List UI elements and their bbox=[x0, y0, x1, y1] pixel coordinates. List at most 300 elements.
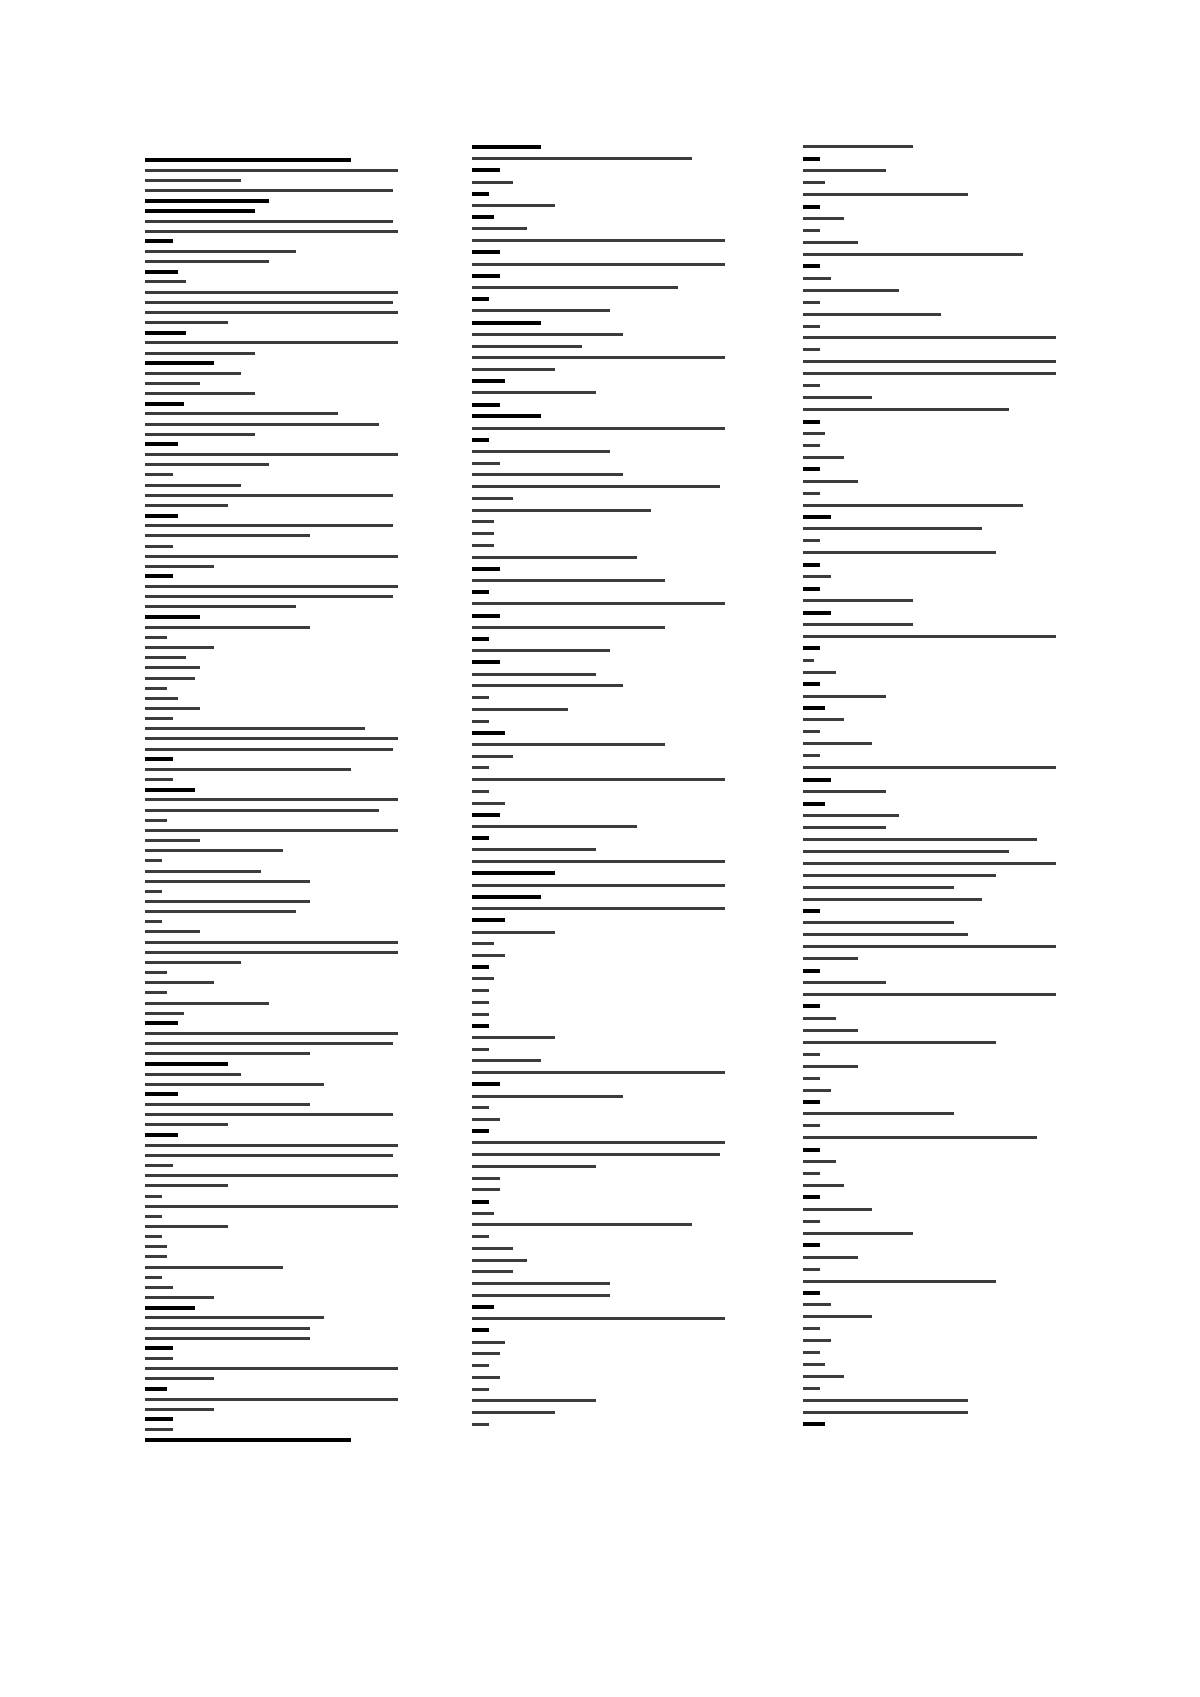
text-line-glyphs bbox=[803, 874, 996, 877]
text-line bbox=[803, 1060, 1078, 1072]
text-line-glyphs bbox=[145, 239, 173, 243]
text-line-glyphs bbox=[803, 850, 1009, 853]
text-line-glyphs bbox=[803, 646, 820, 650]
text-line-glyphs bbox=[472, 871, 555, 875]
text-line bbox=[472, 1254, 747, 1266]
text-line-glyphs bbox=[803, 504, 1023, 507]
text-line bbox=[145, 1343, 420, 1353]
text-line bbox=[472, 1043, 747, 1055]
text-line-glyphs bbox=[472, 1153, 720, 1156]
text-line-glyphs bbox=[145, 687, 167, 690]
text-line bbox=[145, 622, 420, 632]
text-line bbox=[145, 450, 420, 460]
text-line-glyphs bbox=[803, 1339, 831, 1342]
text-line-glyphs bbox=[803, 181, 825, 184]
text-line-glyphs bbox=[803, 313, 941, 316]
text-line-glyphs bbox=[803, 1268, 820, 1271]
text-line-glyphs bbox=[472, 473, 623, 476]
text-line-glyphs bbox=[803, 145, 913, 148]
text-line-glyphs bbox=[803, 408, 1009, 411]
text-line bbox=[472, 434, 747, 446]
text-line bbox=[145, 1272, 420, 1282]
text-line bbox=[145, 592, 420, 602]
text-line bbox=[472, 774, 747, 786]
text-line bbox=[472, 891, 747, 903]
text-line-glyphs bbox=[472, 438, 489, 442]
text-line bbox=[803, 1406, 1078, 1418]
text-line-glyphs bbox=[145, 1123, 228, 1126]
text-line-glyphs bbox=[145, 839, 200, 842]
text-line-glyphs bbox=[145, 656, 186, 659]
text-line bbox=[472, 1371, 747, 1383]
text-line-glyphs bbox=[145, 971, 167, 974]
text-line bbox=[803, 607, 1078, 619]
text-line bbox=[145, 1221, 420, 1231]
text-line bbox=[145, 1059, 420, 1069]
text-line bbox=[803, 953, 1078, 965]
text-line bbox=[803, 1263, 1078, 1275]
text-line-glyphs bbox=[472, 1282, 610, 1285]
text-line bbox=[472, 200, 747, 212]
text-line bbox=[145, 409, 420, 419]
text-line bbox=[803, 1311, 1078, 1323]
text-line bbox=[472, 457, 747, 469]
text-line bbox=[472, 305, 747, 317]
text-line bbox=[145, 785, 420, 795]
text-line-glyphs bbox=[145, 849, 283, 852]
text-line-glyphs bbox=[472, 556, 637, 559]
text-line-glyphs bbox=[472, 520, 494, 523]
text-line bbox=[145, 531, 420, 541]
text-line-glyphs bbox=[803, 467, 820, 471]
text-line-glyphs bbox=[803, 933, 968, 936]
text-line bbox=[803, 1335, 1078, 1347]
text-line bbox=[803, 1108, 1078, 1120]
text-line-glyphs bbox=[145, 1398, 398, 1401]
text-line-glyphs bbox=[145, 1266, 283, 1269]
text-line-glyphs bbox=[803, 360, 1056, 363]
text-line-glyphs bbox=[472, 790, 489, 793]
text-line-glyphs bbox=[145, 1113, 393, 1116]
text-line bbox=[472, 1266, 747, 1278]
text-line-glyphs bbox=[472, 1095, 623, 1098]
text-line-glyphs bbox=[472, 1118, 500, 1121]
text-line bbox=[145, 175, 420, 185]
text-line bbox=[472, 317, 747, 329]
text-line-glyphs bbox=[803, 898, 982, 901]
text-line-glyphs bbox=[472, 918, 505, 922]
text-line bbox=[145, 287, 420, 297]
text-line bbox=[472, 516, 747, 528]
text-line-glyphs bbox=[803, 921, 954, 924]
text-line bbox=[803, 1036, 1078, 1048]
text-line-glyphs bbox=[145, 727, 365, 730]
text-line bbox=[803, 487, 1078, 499]
text-line-glyphs bbox=[145, 220, 393, 223]
text-line bbox=[803, 821, 1078, 833]
text-line-glyphs bbox=[472, 204, 555, 207]
text-line bbox=[472, 821, 747, 833]
text-line bbox=[472, 727, 747, 739]
text-line-glyphs bbox=[145, 737, 398, 740]
text-line bbox=[472, 1102, 747, 1114]
text-line-glyphs bbox=[472, 942, 494, 945]
text-line bbox=[145, 429, 420, 439]
text-line-glyphs bbox=[472, 931, 555, 934]
text-line-glyphs bbox=[472, 813, 500, 817]
text-line bbox=[803, 404, 1078, 416]
text-line-glyphs bbox=[472, 720, 489, 723]
text-line-glyphs bbox=[145, 1296, 214, 1299]
text-line-glyphs bbox=[145, 402, 184, 406]
text-line bbox=[472, 1161, 747, 1173]
text-line bbox=[145, 1039, 420, 1049]
text-line-glyphs bbox=[472, 1376, 500, 1379]
text-line bbox=[803, 1359, 1078, 1371]
text-line bbox=[145, 571, 420, 581]
text-line-glyphs bbox=[145, 748, 393, 751]
text-line bbox=[803, 1120, 1078, 1132]
text-line-glyphs bbox=[145, 453, 398, 456]
text-line-glyphs bbox=[472, 391, 596, 394]
text-line bbox=[803, 213, 1078, 225]
text-line-glyphs bbox=[803, 480, 858, 483]
text-line bbox=[472, 1360, 747, 1372]
text-column-middle bbox=[472, 141, 747, 1430]
text-line bbox=[472, 809, 747, 821]
text-line-glyphs bbox=[145, 555, 398, 558]
text-line bbox=[803, 642, 1078, 654]
text-line bbox=[472, 762, 747, 774]
text-line-glyphs bbox=[803, 1256, 858, 1259]
text-line-glyphs bbox=[472, 708, 568, 711]
text-line-glyphs bbox=[472, 379, 505, 383]
text-line bbox=[472, 621, 747, 633]
text-line bbox=[472, 246, 747, 258]
text-line bbox=[145, 480, 420, 490]
text-line-glyphs bbox=[145, 605, 296, 608]
text-line-glyphs bbox=[803, 193, 968, 196]
text-line-glyphs bbox=[472, 755, 513, 758]
text-line bbox=[803, 762, 1078, 774]
text-line-glyphs bbox=[145, 768, 351, 771]
text-line-glyphs bbox=[472, 356, 725, 359]
text-line bbox=[145, 1181, 420, 1191]
text-line bbox=[803, 1001, 1078, 1013]
text-line bbox=[803, 356, 1078, 368]
text-line-glyphs bbox=[803, 1422, 825, 1426]
text-line-glyphs bbox=[803, 1220, 820, 1223]
text-line-glyphs bbox=[145, 595, 393, 598]
text-line bbox=[803, 523, 1078, 535]
text-line-glyphs bbox=[803, 1041, 996, 1044]
text-line bbox=[145, 165, 420, 175]
text-line bbox=[145, 155, 420, 165]
text-line bbox=[145, 582, 420, 592]
text-line bbox=[803, 630, 1078, 642]
text-column-left bbox=[145, 155, 420, 1445]
text-line-glyphs bbox=[145, 1337, 310, 1340]
text-line bbox=[145, 876, 420, 886]
text-line bbox=[472, 211, 747, 223]
text-line bbox=[803, 571, 1078, 583]
text-line-glyphs bbox=[145, 1225, 228, 1228]
text-line bbox=[472, 938, 747, 950]
text-line-glyphs bbox=[472, 485, 720, 488]
text-line-glyphs bbox=[145, 717, 173, 720]
text-line-glyphs bbox=[472, 427, 725, 430]
text-line bbox=[472, 879, 747, 891]
text-line bbox=[472, 1383, 747, 1395]
text-line-glyphs bbox=[145, 798, 398, 801]
text-line-glyphs bbox=[803, 862, 1056, 865]
text-line bbox=[472, 1184, 747, 1196]
text-line bbox=[803, 654, 1078, 666]
text-line-glyphs bbox=[145, 1245, 167, 1248]
text-line-glyphs bbox=[145, 494, 393, 497]
text-line-glyphs bbox=[145, 158, 351, 162]
text-line-glyphs bbox=[472, 731, 505, 735]
text-line-glyphs bbox=[145, 626, 310, 629]
text-line-glyphs bbox=[145, 534, 310, 537]
text-line bbox=[145, 886, 420, 896]
text-line-glyphs bbox=[803, 348, 820, 351]
text-line bbox=[803, 1096, 1078, 1108]
text-line bbox=[145, 1150, 420, 1160]
text-line bbox=[472, 235, 747, 247]
text-line bbox=[803, 786, 1078, 798]
text-line bbox=[145, 632, 420, 642]
text-line bbox=[803, 1203, 1078, 1215]
text-line-glyphs bbox=[803, 169, 886, 172]
text-line bbox=[472, 1325, 747, 1337]
text-line bbox=[472, 422, 747, 434]
text-line bbox=[472, 282, 747, 294]
text-line bbox=[145, 328, 420, 338]
text-line-glyphs bbox=[145, 697, 178, 700]
text-line bbox=[145, 764, 420, 774]
text-line bbox=[803, 535, 1078, 547]
text-line-glyphs bbox=[472, 649, 610, 652]
text-line-glyphs bbox=[145, 1235, 162, 1238]
text-line bbox=[803, 284, 1078, 296]
text-line-glyphs bbox=[472, 848, 596, 851]
text-line-glyphs bbox=[472, 227, 527, 230]
text-line-glyphs bbox=[145, 230, 398, 233]
text-line bbox=[145, 297, 420, 307]
text-line-glyphs bbox=[472, 614, 500, 618]
text-line bbox=[145, 318, 420, 328]
text-line-glyphs bbox=[472, 1411, 555, 1414]
text-line-glyphs bbox=[472, 895, 541, 899]
text-line-glyphs bbox=[472, 321, 541, 325]
text-line bbox=[472, 153, 747, 165]
text-line-glyphs bbox=[803, 1363, 825, 1366]
text-line-glyphs bbox=[145, 1092, 178, 1096]
text-line-glyphs bbox=[803, 575, 831, 578]
text-line bbox=[803, 1239, 1078, 1251]
text-line bbox=[145, 734, 420, 744]
text-line bbox=[472, 258, 747, 270]
text-line bbox=[803, 332, 1078, 344]
text-line-glyphs bbox=[145, 423, 379, 426]
text-line bbox=[472, 1032, 747, 1044]
text-line-glyphs bbox=[472, 965, 489, 969]
text-line-glyphs bbox=[803, 301, 820, 304]
text-line-glyphs bbox=[472, 1364, 489, 1367]
text-line-glyphs bbox=[803, 671, 836, 674]
text-line-glyphs bbox=[145, 260, 269, 263]
text-line bbox=[472, 985, 747, 997]
text-line-glyphs bbox=[472, 567, 500, 571]
text-line-glyphs bbox=[145, 1164, 173, 1167]
text-line bbox=[145, 957, 420, 967]
text-line bbox=[145, 653, 420, 663]
text-line bbox=[145, 643, 420, 653]
text-line bbox=[145, 815, 420, 825]
text-line-glyphs bbox=[145, 1032, 398, 1035]
text-line-glyphs bbox=[803, 695, 886, 698]
text-line-glyphs bbox=[145, 280, 186, 283]
text-line-glyphs bbox=[145, 757, 173, 761]
text-line-glyphs bbox=[472, 1024, 489, 1028]
text-line-glyphs bbox=[472, 274, 500, 278]
text-line bbox=[803, 666, 1078, 678]
text-line bbox=[145, 1049, 420, 1059]
text-line-glyphs bbox=[803, 1387, 820, 1390]
text-line-glyphs bbox=[145, 1133, 178, 1137]
text-line-glyphs bbox=[803, 969, 820, 973]
text-line bbox=[145, 907, 420, 917]
text-line bbox=[803, 798, 1078, 810]
text-line bbox=[472, 352, 747, 364]
text-line-glyphs bbox=[803, 1029, 858, 1032]
text-line-glyphs bbox=[472, 1247, 513, 1250]
text-line bbox=[145, 1018, 420, 1028]
text-line-glyphs bbox=[145, 930, 200, 933]
text-line-glyphs bbox=[803, 1053, 820, 1056]
text-line bbox=[803, 439, 1078, 451]
text-line bbox=[145, 947, 420, 957]
text-line bbox=[145, 358, 420, 368]
text-line-glyphs bbox=[145, 829, 398, 832]
text-line bbox=[145, 775, 420, 785]
text-line-glyphs bbox=[145, 1215, 162, 1218]
text-line bbox=[472, 598, 747, 610]
text-line bbox=[145, 439, 420, 449]
text-line bbox=[472, 1418, 747, 1430]
text-line bbox=[145, 1100, 420, 1110]
text-line bbox=[803, 989, 1078, 1001]
text-line bbox=[472, 293, 747, 305]
text-line-glyphs bbox=[472, 263, 725, 266]
text-line-glyphs bbox=[145, 666, 200, 669]
text-line-glyphs bbox=[472, 907, 725, 910]
text-line-glyphs bbox=[145, 991, 167, 994]
text-line-glyphs bbox=[472, 954, 505, 957]
text-line-glyphs bbox=[803, 444, 820, 447]
text-line-glyphs bbox=[145, 1154, 393, 1157]
text-line-glyphs bbox=[803, 336, 1056, 339]
text-line-glyphs bbox=[472, 414, 541, 418]
text-line-glyphs bbox=[803, 515, 831, 519]
text-line-glyphs bbox=[145, 382, 200, 385]
text-line-glyphs bbox=[803, 241, 858, 244]
text-line bbox=[803, 392, 1078, 404]
text-line-glyphs bbox=[145, 524, 393, 527]
text-line bbox=[145, 1160, 420, 1170]
text-line-glyphs bbox=[145, 961, 241, 964]
text-line bbox=[472, 1278, 747, 1290]
text-line-glyphs bbox=[803, 1291, 820, 1295]
text-line bbox=[472, 551, 747, 563]
text-line bbox=[145, 1242, 420, 1252]
text-line bbox=[145, 510, 420, 520]
text-line-glyphs bbox=[472, 1106, 489, 1109]
text-line-glyphs bbox=[472, 333, 623, 336]
text-line-glyphs bbox=[803, 587, 820, 591]
text-line bbox=[803, 702, 1078, 714]
text-line-glyphs bbox=[472, 1177, 500, 1180]
text-line bbox=[145, 998, 420, 1008]
text-line bbox=[472, 1301, 747, 1313]
text-line bbox=[145, 521, 420, 531]
text-line-glyphs bbox=[472, 802, 505, 805]
text-line-glyphs bbox=[145, 463, 269, 466]
text-line bbox=[145, 835, 420, 845]
text-line-glyphs bbox=[803, 1195, 820, 1199]
text-line bbox=[803, 690, 1078, 702]
text-line-glyphs bbox=[145, 778, 173, 781]
text-line-glyphs bbox=[803, 1280, 996, 1283]
text-line-glyphs bbox=[145, 1327, 310, 1330]
text-line-glyphs bbox=[803, 264, 820, 268]
text-line-glyphs bbox=[145, 1428, 173, 1431]
text-line bbox=[803, 201, 1078, 213]
text-line bbox=[472, 868, 747, 880]
text-line-glyphs bbox=[145, 361, 214, 365]
text-line-glyphs bbox=[472, 836, 489, 840]
text-line bbox=[803, 941, 1078, 953]
text-line-glyphs bbox=[145, 473, 173, 476]
text-line bbox=[803, 893, 1078, 905]
text-line-glyphs bbox=[145, 209, 255, 213]
text-line-glyphs bbox=[145, 545, 173, 548]
text-line-glyphs bbox=[472, 497, 513, 500]
text-line-glyphs bbox=[803, 325, 820, 328]
text-line-glyphs bbox=[472, 825, 637, 828]
text-line bbox=[145, 795, 420, 805]
text-line-glyphs bbox=[145, 1174, 398, 1177]
text-line bbox=[145, 1191, 420, 1201]
text-line-glyphs bbox=[472, 462, 500, 465]
text-line bbox=[803, 1275, 1078, 1287]
text-line-glyphs bbox=[803, 217, 844, 220]
text-line bbox=[145, 978, 420, 988]
text-line-glyphs bbox=[803, 432, 825, 435]
text-line-glyphs bbox=[803, 1232, 913, 1235]
text-line-glyphs bbox=[472, 450, 610, 453]
text-line bbox=[472, 914, 747, 926]
text-line bbox=[472, 668, 747, 680]
text-line bbox=[803, 320, 1078, 332]
text-line bbox=[145, 1435, 420, 1445]
text-line-glyphs bbox=[803, 957, 858, 960]
text-line bbox=[145, 1008, 420, 1018]
text-line-glyphs bbox=[803, 659, 814, 662]
text-line bbox=[472, 1395, 747, 1407]
text-line bbox=[803, 1394, 1078, 1406]
